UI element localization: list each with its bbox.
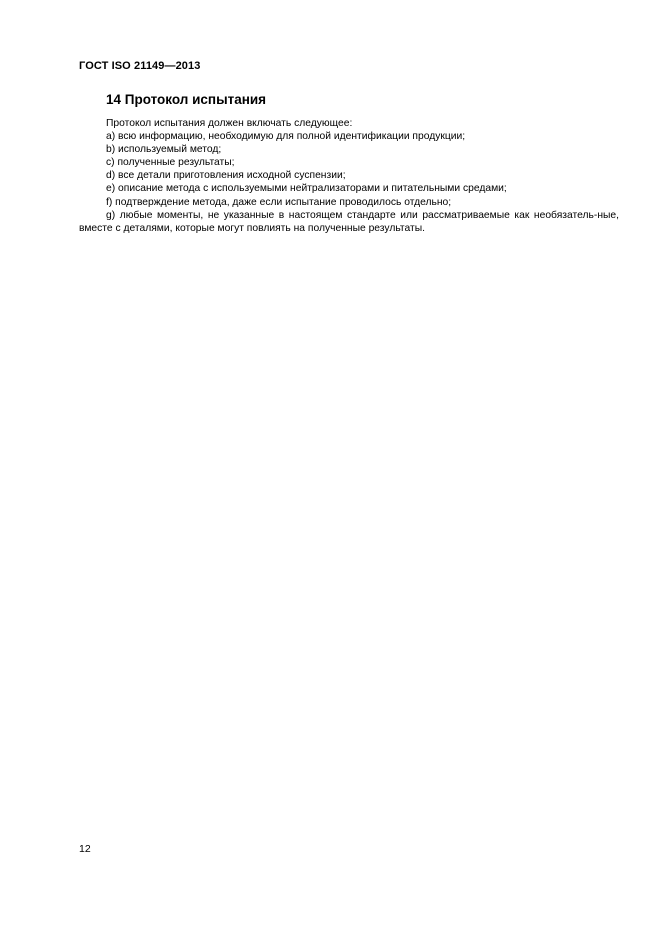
list-item: g) любые моменты, не указанные в настоящем стандарте или рассматриваемые как необязатель-ные, вместе с деталями, которые могут повлиять на полученные результаты.: [79, 209, 619, 234]
section-title: 14 Протокол испытания: [106, 92, 267, 107]
list-item: d) все детали приготовления исходной суспензии;: [106, 170, 346, 182]
page-number: 12: [79, 843, 91, 855]
list-item: e) описание метода с используемыми нейтрализаторами и питательными средами;: [106, 183, 507, 195]
list-item: a) всю информацию, необходимую для полной идентификации продукции;: [106, 131, 466, 143]
list-item: b) используемый метод;: [106, 144, 222, 156]
list-item: c) полученные результаты;: [106, 157, 235, 169]
list-item: f) подтверждение метода, даже если испытание проводилось отдельно;: [106, 196, 452, 208]
section-intro: Протокол испытания должен включать следующее:: [106, 118, 353, 129]
section-body: [79, 117, 619, 235]
document-header: ГОСТ ISO 21149—2013: [79, 60, 201, 72]
